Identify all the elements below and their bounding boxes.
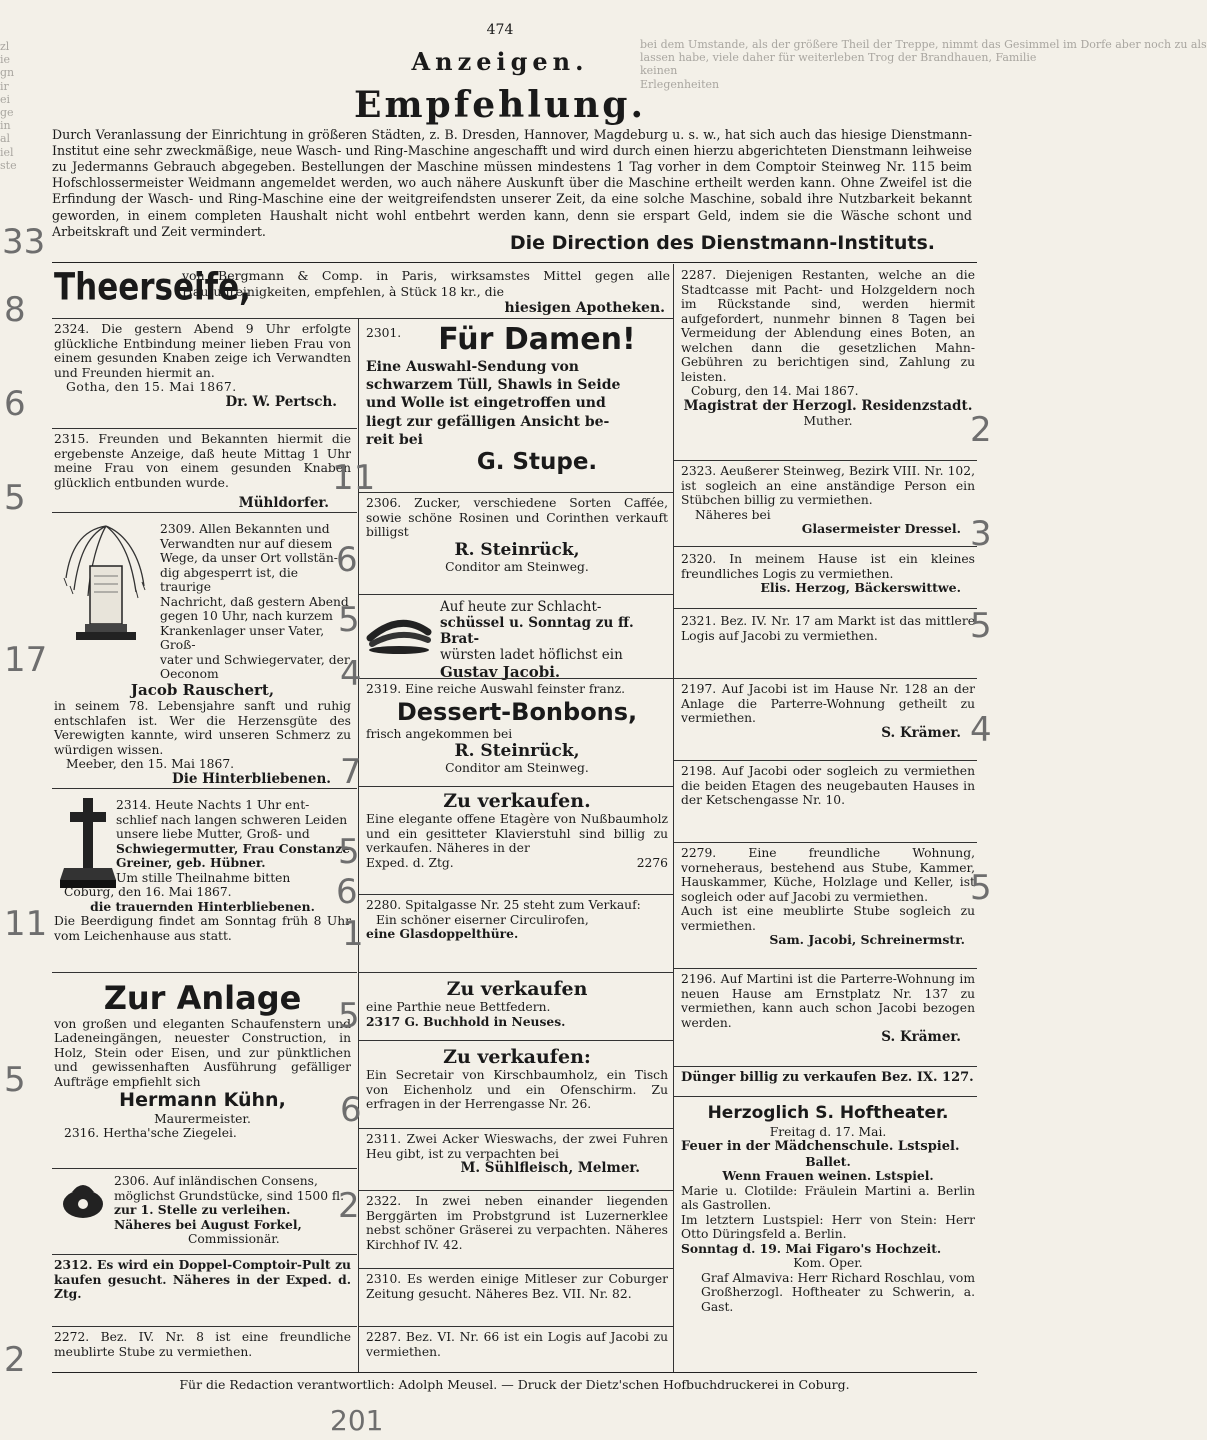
- ad-2311-text: 2311. Zwei Acker Wieswachs, der zwei Fuhren Heu gibt, ist zu verpachten bei: [366, 1132, 668, 1161]
- ad-2279: [681, 846, 975, 948]
- theater-l5: Marie u. Clotilde: Fräulein Martini a. Berlin als Gastrollen.: [681, 1183, 975, 1213]
- rule: [358, 678, 673, 679]
- ad-2319-role: Conditor am Steinweg.: [445, 761, 589, 776]
- pencil-mark: 2: [970, 410, 992, 450]
- ad-2279-l2: Auch ist eine meublirte Stube sogleich zu vermiethen.: [681, 904, 975, 933]
- pencil-mark: 6: [336, 872, 358, 912]
- ad-2316-text: von großen und eleganten Schaufenstern und Ladeneingängen, neuester Construction, in Holz, Stein oder Eisen, und zur pünktlichen und gewissenhaften Ausführung gefälliger Aufträge empfiehlt sich: [54, 1016, 351, 1089]
- rule: [673, 1096, 977, 1097]
- ad-2320-sig: Elis. Herzog, Bäckerswittwe.: [760, 580, 961, 595]
- rule: [358, 786, 673, 787]
- ad-2306a-text: 2306. Zucker, verschiedene Sorten Caffée, sowie schöne Rosinen und Corinthen verkauft billigst: [366, 496, 668, 539]
- ad-2287b-text: 2287. Bez. VI. Nr. 66 ist ein Logis auf Jacobi zu vermiethen.: [366, 1330, 668, 1359]
- pencil-mark: 2: [338, 1186, 360, 1226]
- bleed-line: al: [0, 132, 11, 146]
- ad-2314-line: unsere liebe Mutter, Groß- und: [116, 827, 310, 841]
- pencil-mark: 11: [332, 458, 376, 498]
- ad-2287-date: Coburg, den 14. Mai 1867.: [691, 384, 859, 398]
- ad-2317-l1: eine Parthie neue Bettfedern.: [366, 1000, 551, 1015]
- ad-2314-line: schlief nach langen schweren Leiden: [116, 812, 348, 827]
- theater-l4: Wenn Frauen weinen. Lstspiel.: [722, 1168, 934, 1184]
- ad-2301-line: schwarzem Tüll, Shawls in Seide: [366, 377, 621, 394]
- ad-schlacht-line: Gustav Jacobi.: [440, 662, 561, 681]
- rule: [673, 968, 977, 969]
- rule: [358, 594, 673, 595]
- rule: [52, 1168, 357, 1169]
- ad-2196-text: 2196. Auf Martini ist die Parterre-Wohnung im neuen Hause am Ernstplatz Nr. 137 zu vermiethen, kann auch schon Jacobi bezogen werden.: [681, 972, 975, 1030]
- ad-2314-line: Schwiegermutter, Frau Constanze: [116, 840, 351, 856]
- rule: [52, 1326, 357, 1327]
- ad-2306a-name: R. Steinrück,: [454, 539, 580, 560]
- bleed-line: ste: [0, 158, 17, 172]
- ad-2310-text: 2310. Es werden einige Mitleser zur Coburger Zeitung gesucht. Näheres Bez. VII. Nr. 82.: [366, 1272, 668, 1301]
- ad-2306b-line: Commissionär.: [188, 1232, 280, 1246]
- pencil-mark: 6: [4, 384, 26, 424]
- rule-bottom: [52, 1372, 977, 1373]
- theater-l3: Ballet.: [805, 1153, 851, 1169]
- ad-2306a: [366, 496, 668, 574]
- bleed-line: ir: [0, 79, 9, 93]
- ad-2287-name: Muther.: [803, 414, 853, 429]
- ad-2311-sig: M. Sühlfleisch, Melmer.: [460, 1160, 640, 1176]
- rule: [52, 788, 357, 789]
- theater-title: Herzoglich S. Hoftheater.: [707, 1103, 949, 1123]
- ad-2323-text: 2323. Aeußerer Steinweg, Bezirk VIII. Nr. 102, ist sogleich an eine anständige Person ein Stübchen billig zu vermiethen.: [681, 464, 975, 507]
- ad-2320-text: 2320. In meinem Hause ist ein kleines freundliches Logis zu vermiethen.: [681, 552, 975, 581]
- rule: [673, 546, 977, 547]
- rule: [52, 512, 357, 513]
- ad-2198-text: 2198. Auf Jacobi oder sogleich zu vermiethen die beiden Etagen des neugebauten Hauses in der Ketschengasse Nr. 10.: [681, 764, 975, 807]
- ad-2301-line: und Wolle ist eingetroffen und: [366, 395, 606, 412]
- ad-2314-line: Greiner, geb. Hübner.: [116, 855, 266, 870]
- rule: [673, 678, 977, 679]
- bleed-line: ei: [0, 92, 11, 106]
- ad-secretair-title: Zu verkaufen:: [443, 1046, 591, 1068]
- ad-2280-l3: eine Glasdoppelthüre.: [366, 926, 519, 941]
- ad-2314-line: Um stille Theilnahme bitten: [116, 870, 291, 885]
- pencil-mark: 11: [4, 904, 48, 944]
- ad-2306b-line: zur 1. Stelle zu verleihen.: [114, 1202, 291, 1217]
- ad-2319-sub: frisch angekommen bei: [366, 726, 513, 741]
- bleed-line: ge: [0, 105, 14, 119]
- rule: [673, 760, 977, 761]
- pencil-mark: 5: [970, 868, 992, 908]
- theater-l1: Freitag d. 17. Mai.: [769, 1124, 887, 1139]
- page-number: 474: [486, 22, 514, 38]
- pencil-mark: 3: [970, 514, 992, 554]
- ad-2317-l2: 2317 G. Buchhold in Neuses.: [366, 1013, 566, 1029]
- ad-2272-text: 2272. Bez. IV. Nr. 8 ist eine freundliche meublirte Stube zu vermiethen.: [54, 1330, 351, 1359]
- pencil-mark: 5: [338, 832, 360, 872]
- ad-2276-foot: [366, 856, 668, 871]
- ad-duenger: [681, 1070, 975, 1085]
- ad-2276-foot-left: Exped. d. Ztg.: [366, 855, 454, 870]
- ad-2197-text: 2197. Auf Jacobi ist im Hause Nr. 128 an der Anlage die Parterre-Wohnung getheilt zu vermiethen.: [681, 682, 975, 725]
- ad-2309-line: vater und Schwiegervater, der: [160, 652, 350, 667]
- ad-2272: [54, 1330, 351, 1359]
- rule: [358, 492, 673, 493]
- rule: [358, 1268, 673, 1269]
- ad-2276: [366, 790, 668, 870]
- ad-2276-foot-right: 2276: [636, 855, 668, 870]
- empfehlung-title: Empfehlung.: [354, 84, 646, 126]
- theater-l9: Graf Almaviva: Herr Richard Roschlau, vom Großherzogl. Hoftheater zu Schwerin, a. Gast.: [701, 1270, 975, 1314]
- theater-l8: Kom. Oper.: [793, 1256, 863, 1271]
- pencil-mark: 33: [2, 222, 46, 262]
- pencil-mark: 2: [4, 1340, 26, 1380]
- empfehlung-text: Durch Veranlassung der Einrichtung in größeren Städten, z. B. Dresden, Hannover, Magdeburg u. s. w., hat sich auch das hiesige Dienstmann-Institut eine sehr zweckmäßige, neue Wasch- und Ring-Maschine angeschafft und wird durch einen hierzu abgerichteten Dienstmann leihweise zu Jedermanns Gebrauch abgegeben. Bestellungen der Maschine müssen mindestens 1 Tag vorher in dem Comptoir Steinweg Nr. 115 beim Hofschlossermeister Weidmann angemeldet werden, wo auch nähere Auskunft über die Maschine ertheilt werden kann. Ohne Zweifel ist die Erfindung der Wasch- und Ring-Maschine eine der weitgreifendsten unserer Zeit, da eine solche Maschine, sobald ihre Nutzbarkeit bekannt geworden, in einem completen Haushalt nicht wohl entbehrt werden kann, denn sie erspart Geld, indem sie die Wäsche schont und Arbeitskraft und Zeit vermindert.: [52, 127, 972, 239]
- ad-2311: [366, 1132, 668, 1177]
- ad-duenger-text: Dünger billig zu verkaufen Bez. IX. 127.: [681, 1070, 974, 1085]
- ad-2287-text: 2287. Diejenigen Restanten, welche an die Stadtcasse mit Pacht- und Holzgeldern noch im Rückstande sind, werden hiermit aufgefordert, nunmehr binnen 8 Tagen bei Vermeidung der Ablendung eines Boten, an welchen dann die gesetzlichen Mahn-Gebühren zu berichtigen sind, Zahlung zu leisten.: [681, 268, 975, 384]
- ad-2316-role: Maurermeister.: [154, 1111, 251, 1126]
- pencil-mark: 4: [340, 654, 362, 694]
- ad-2324-sig: Dr. W. Pertsch.: [225, 393, 337, 410]
- theerseife-text: von Bergmann & Comp. in Paris, wirksamstes Mittel gegen alle Hautunreinigkeiten, empfehlen, à Stück 18 kr., die: [182, 268, 670, 300]
- ad-2309-sig: Die Hinterbliebenen.: [172, 770, 331, 787]
- rule: [358, 1326, 673, 1327]
- ad-2287: [681, 268, 975, 429]
- ad-2306a-role: Conditor am Steinweg.: [445, 559, 589, 574]
- ad-2324-date: Gotha, den 15. Mai 1867.: [66, 380, 237, 394]
- ad-schlacht-line: Auf heute zur Schlacht-: [440, 599, 602, 615]
- ad-2309-line: gegen 10 Uhr, nach kurzem: [160, 609, 333, 623]
- ad-2312-text: 2312. Es wird ein Doppel-Comptoir-Pult zu kaufen gesucht. Näheres in der Exped. d. Ztg.: [54, 1257, 351, 1301]
- ad-secretair-text: Ein Secretair von Kirschbaumholz, ein Tisch von Eichenholz und ein Ofenschirm. Zu erfragen in der Herrengasse Nr. 26.: [366, 1068, 668, 1112]
- ad-2315: [54, 432, 351, 512]
- ad-2306b-line: Näheres bei August Forkel,: [114, 1216, 302, 1232]
- ad-2287b: [366, 1330, 668, 1359]
- rule: [358, 1190, 673, 1191]
- theater-l2: Feuer in der Mädchenschule. Lstspiel.: [681, 1139, 960, 1155]
- ad-2309-line: 2309. Allen Bekannten und: [160, 522, 330, 536]
- empfehlung-signature: Die Direction des Dienstmann-Instituts.: [509, 232, 935, 254]
- ad-2276-text: Eine elegante offene Etagère von Nußbaumholz und ein gesitteter Klavierstuhl sind billig zu verkaufen. Näheres in der: [366, 812, 668, 856]
- bleed-line: bei dem Umstande, als der größere Theil der Treppe, nimmt das Gesimmel im Dorfe aber noch zu als: [640, 38, 1207, 51]
- pencil-mark: 17: [4, 640, 48, 680]
- ad-2324: [54, 322, 351, 410]
- rule: [358, 1128, 673, 1129]
- ad-2309-line: Wege, da unser Ort vollstän-: [160, 551, 338, 565]
- ad-2316-name: Hermann Kühn,: [119, 1089, 286, 1112]
- bleed-line: in: [0, 119, 11, 133]
- ad-2317: [366, 978, 668, 1029]
- rule: [358, 894, 673, 895]
- ad-2301-num: 2301.: [366, 326, 402, 340]
- ad-2309-line: Verwandten nur auf diesem: [160, 536, 333, 551]
- ad-2309-line: Nachricht, daß gestern Abend: [160, 594, 349, 609]
- ad-2319-text: 2319. Eine reiche Auswahl feinster franz.: [366, 682, 626, 696]
- pencil-mark: 5: [4, 1060, 26, 1100]
- ad-2276-title: Zu verkaufen.: [443, 790, 591, 812]
- ad-2314-sig: die trauernden Hinterbliebenen.: [90, 898, 315, 914]
- pencil-mark: 4: [970, 710, 992, 750]
- ad-2319: [366, 682, 668, 776]
- ad-2316-title: Zur Anlage: [103, 979, 302, 1017]
- pencil-mark: 5: [970, 606, 992, 646]
- ad-schlacht-line: würsten ladet höflichst ein: [440, 646, 623, 663]
- ad-2322-text: 2322. In zwei neben einander liegenden Berggärten im Probstgrund ist Luzernerklee nebst schöner Gräserei zu verpachten. Näheres Kirchhof IV. 42.: [366, 1194, 668, 1252]
- ad-2306b: [54, 1174, 351, 1247]
- theater-l7: Sonntag d. 19. Mai Figaro's Hochzeit.: [681, 1240, 942, 1256]
- ad-2280: [366, 898, 668, 942]
- ad-2197: [681, 682, 975, 741]
- ad-2314: [54, 798, 351, 943]
- ad-2301-line: liegt zur gefälligen Ansicht be-: [366, 413, 610, 430]
- rule: [52, 1254, 357, 1255]
- ad-2196: [681, 972, 975, 1046]
- ad-2279-text: 2279. Eine freundliche Wohnung, vorneheraus, bestehend aus Stube, Kammer, Hauskammer, Küche, Holzlage und Keller, ist sogleich oder auf Jacobi zu vermiethen.: [681, 846, 975, 904]
- ad-2314-date: Coburg, den 16. Mai 1867.: [64, 885, 232, 899]
- ad-2309-line: Krankenlager unser Vater, Groß-: [160, 623, 325, 652]
- ad-2309-name: Jacob Rauschert,: [130, 680, 275, 699]
- ad-2309-date: Meeber, den 15. Mai 1867.: [66, 757, 235, 772]
- ad-2198: [681, 764, 975, 808]
- theerseife-title: Theerseife,: [54, 266, 251, 310]
- rule: [358, 1040, 673, 1041]
- theater-l6: Im letztern Lustspiel: Herr von Stein: Herr Otto Düringsfeld a. Berlin.: [681, 1212, 975, 1242]
- bleed-line: iel: [0, 145, 14, 159]
- rule: [358, 972, 673, 973]
- pencil-mark: 5: [4, 478, 26, 518]
- rule: [673, 460, 977, 461]
- ad-2315-sig: Mühldorfer.: [238, 495, 329, 511]
- ad-2301: [366, 322, 668, 476]
- ad-2280-l2: Ein schöner eiserner Circulirofen,: [376, 912, 589, 927]
- ad-schlacht: [366, 600, 668, 681]
- ad-schlacht-line: schüssel u. Sonntag zu ff. Brat-: [440, 614, 634, 647]
- pencil-mark: 8: [4, 290, 26, 330]
- pencil-mark: 5: [338, 600, 360, 640]
- ad-2316: [54, 980, 351, 1141]
- ad-2287-sig: Magistrat der Herzogl. Residenzstadt.: [683, 397, 973, 414]
- ad-2301-title: Für Damen!: [438, 322, 636, 357]
- pencil-mark: 6: [340, 1090, 362, 1130]
- ad-2309: [54, 522, 351, 788]
- ad-2320: [681, 552, 975, 596]
- ad-2309-text: in seinem 78. Lebensjahre sanft und ruhig entschlafen ist. Wer die Herzensgüte des Verewigten kannte, wird unseren Schmerz zu würdigen wissen.: [54, 699, 351, 757]
- bleed-line: gn: [0, 66, 15, 80]
- pencil-mark: 7: [340, 752, 362, 792]
- column-rule-right: [673, 264, 674, 1372]
- theater-program: [681, 1102, 975, 1314]
- ad-2301-line: reit bei: [366, 431, 423, 448]
- ad-2314-text: Die Beerdigung findet am Sonntag früh 8 Uhr vom Leichenhause aus statt.: [54, 914, 351, 943]
- ad-2317-title: Zu verkaufen: [446, 978, 588, 1000]
- rule: [52, 972, 357, 973]
- ad-2323: [681, 464, 975, 537]
- rule: [52, 428, 357, 429]
- ad-2315-text: 2315. Freunden und Bekannten hiermit die ergebenste Anzeige, daß heute Mittag 1 Uhr meine Frau von einem gesunden Knaben glücklich entbunden wurde.: [54, 432, 351, 490]
- bleed-line: Erlegenheiten: [640, 77, 720, 91]
- ad-2301-sig: G. Stupe.: [476, 448, 598, 475]
- pencil-mark: 6: [336, 540, 358, 580]
- rule: [673, 842, 977, 843]
- rule-below-theerseife: [52, 318, 673, 319]
- ad-2321-text: 2321. Bez. IV. Nr. 17 am Markt ist das mittlere Logis auf Jacobi zu vermiethen.: [681, 614, 975, 643]
- ad-2322: [366, 1194, 668, 1252]
- ad-2319-title: Dessert-Bonbons,: [396, 697, 638, 726]
- pencil-mark: 1: [342, 914, 364, 954]
- ad-2279-sig: Sam. Jacobi, Schreinermstr.: [769, 932, 965, 947]
- theerseife-sig: hiesigen Apotheken.: [504, 300, 665, 316]
- ad-2321: [681, 614, 975, 643]
- rule-top: [52, 262, 977, 263]
- ad-2324-text: 2324. Die gestern Abend 9 Uhr erfolgte glückliche Entbindung meiner lieben Frau von einem gesunden Knaben zeige ich Verwandten und Freunden hiermit an.: [54, 322, 351, 380]
- bleed-line: lassen habe, viele daher für weiterleben Trog der Brandhauen, Familie: [640, 51, 1037, 65]
- ad-2196-sig: S. Krämer.: [881, 1029, 961, 1045]
- ad-2316-tail: 2316. Hertha'sche Ziegelei.: [64, 1126, 237, 1141]
- ad-2312: [54, 1258, 351, 1302]
- ad-2323-l2: Näheres bei: [695, 507, 771, 522]
- ad-2309-line: dig abgesperrt ist, die traurige: [160, 565, 299, 594]
- ad-2310: [366, 1272, 668, 1301]
- ad-2301-line: Eine Auswahl-Sendung von: [366, 359, 579, 375]
- ad-secretair: [366, 1046, 668, 1112]
- bleed-line: ie: [0, 53, 11, 67]
- ad-2306b-line: 2306. Auf inländischen Consens,: [114, 1174, 318, 1188]
- pencil-mark: 5: [338, 996, 360, 1036]
- ad-2314-line: 2314. Heute Nachts 1 Uhr ent-: [116, 798, 310, 812]
- rule: [673, 1066, 977, 1067]
- ad-2319-name: R. Steinrück,: [454, 741, 580, 761]
- ad-2309-line: Oeconom: [160, 667, 219, 681]
- rule: [673, 608, 977, 609]
- ad-2306b-line: möglichst Grundstücke, sind 1500 fl.: [114, 1188, 345, 1203]
- footer-imprint: Für die Redaction verantwortlich: Adolph Meusel. — Druck der Dietz'schen Hofbuchdruckerei in Coburg.: [179, 1377, 850, 1392]
- pencil-mark: 201: [330, 1404, 384, 1437]
- bleed-line: keinen: [640, 64, 678, 78]
- section-title: Anzeigen.: [411, 47, 589, 76]
- ad-2197-sig: S. Krämer.: [881, 724, 961, 741]
- ad-2323-sig: Glasermeister Dressel.: [801, 521, 961, 536]
- bleed-line: zl: [0, 40, 10, 53]
- ad-2280-text: 2280. Spitalgasse Nr. 25 steht zum Verkauf:: [366, 898, 641, 912]
